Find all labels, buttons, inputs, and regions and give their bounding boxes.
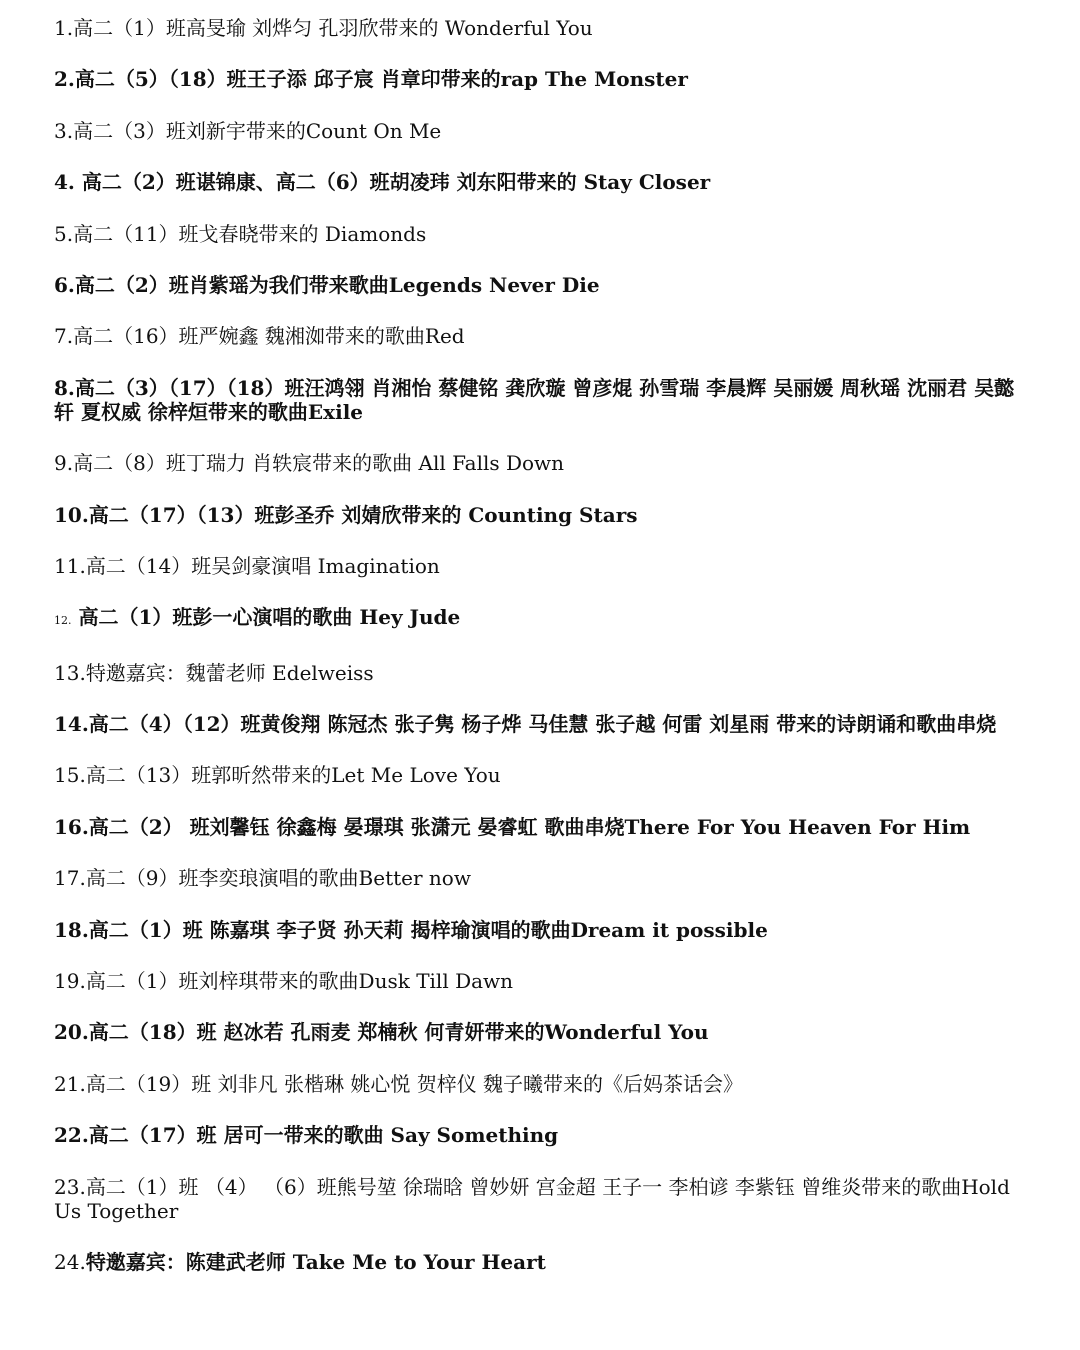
program-item-23: 23.高二（1）班 （4） （6）班熊号堃 徐瑞晗 曾妙妍 宫金超 王子一 李柏谚 李紫钰 曾维炎带来的歌曲Hold Us Together (54, 1174, 1010, 1223)
program-item-5: 5.高二（11）班戈春晓带来的 Diamonds (54, 221, 427, 246)
program-item-16: 16.高二（2） 班刘馨钰 徐鑫梅 晏璟琪 张潇元 晏睿虹 歌曲串烧There For You Heaven For Him (54, 814, 971, 839)
program-item-15: 15.高二（13）班郭昕然带来的Let Me Love You (54, 763, 501, 788)
program-item-9: 9.高二（8）班丁瑞力 肖轶宸带来的歌曲 All Falls Down (54, 451, 565, 476)
program-item-6: 6.高二（2）班肖紫瑶为我们带来歌曲Legends Never Die (54, 272, 600, 297)
program-item-21: 21.高二（19）班 刘非凡 张楷琳 姚心悦 贺梓仪 魏子曦带来的《后妈茶话会》 (54, 1071, 744, 1096)
program-item-2: 2.高二（5）（18）班王子添 邱子宸 肖章印带来的rap The Monster (54, 67, 688, 92)
program-item-22: 22.高二（17）班 居可一带来的歌曲 Say Something (54, 1123, 559, 1148)
program-item-8: 8.高二（3）（17）（18）班汪鸿翎 肖湘怡 蔡健铭 龚欣璇 曾彦焜 孙雪瑞 李晨辉 吴丽媛 周秋瑶 沈丽君 吴懿轩 夏权威 徐梓烜带来的歌曲Exile (54, 375, 1015, 424)
program-item-19: 19.高二（1）班刘梓琪带来的歌曲Dusk Till Dawn (54, 969, 514, 994)
program-item-7: 7.高二（16）班严婉鑫 魏湘洳带来的歌曲Red (54, 324, 465, 349)
program-item-12: 12. 高二（1）班彭一心演唱的歌曲 Hey Jude (54, 605, 461, 630)
program-item-10: 10.高二（17）（13）班彭圣乔 刘婧欣带来的 Counting Stars (54, 502, 638, 527)
program-item-13: 13.特邀嘉宾：魏蕾老师 Edelweiss (54, 660, 374, 685)
program-item-17: 17.高二（9）班李奕琅演唱的歌曲Better now (54, 866, 471, 891)
program-item-11: 11.高二（14）班吴剑豪演唱 Imagination (54, 553, 440, 578)
program-item-4: 4. 高二（2）班谌锦康、高二（6）班胡凌玮 刘东阳带来的 Stay Closer (54, 170, 711, 195)
program-item-20: 20.高二（18）班 赵冰若 孔雨麦 郑楠秋 何青妍带来的Wonderful You (54, 1020, 709, 1045)
program-item-1: 1.高二（1）班高旻瑜 刘烨匀 孔羽欣带来的 Wonderful You (54, 16, 593, 40)
program-item-3: 3.高二（3）班刘新宇带来的Count On Me (54, 118, 442, 143)
program-item-18: 18.高二（1）班 陈嘉琪 李子贤 孙天莉 揭梓瑜演唱的歌曲Dream it possible (54, 917, 768, 942)
program-item-14: 14.高二（4）（12）班黄俊翔 陈冠杰 张子隽 杨子烨 马佳慧 张子越 何雷 刘星雨 带来的诗朗诵和歌曲串烧 (54, 712, 997, 737)
program-list (54, 16, 1026, 1301)
program-item-24: 24.特邀嘉宾：陈建武老师 Take Me to Your Heart (54, 1249, 546, 1274)
